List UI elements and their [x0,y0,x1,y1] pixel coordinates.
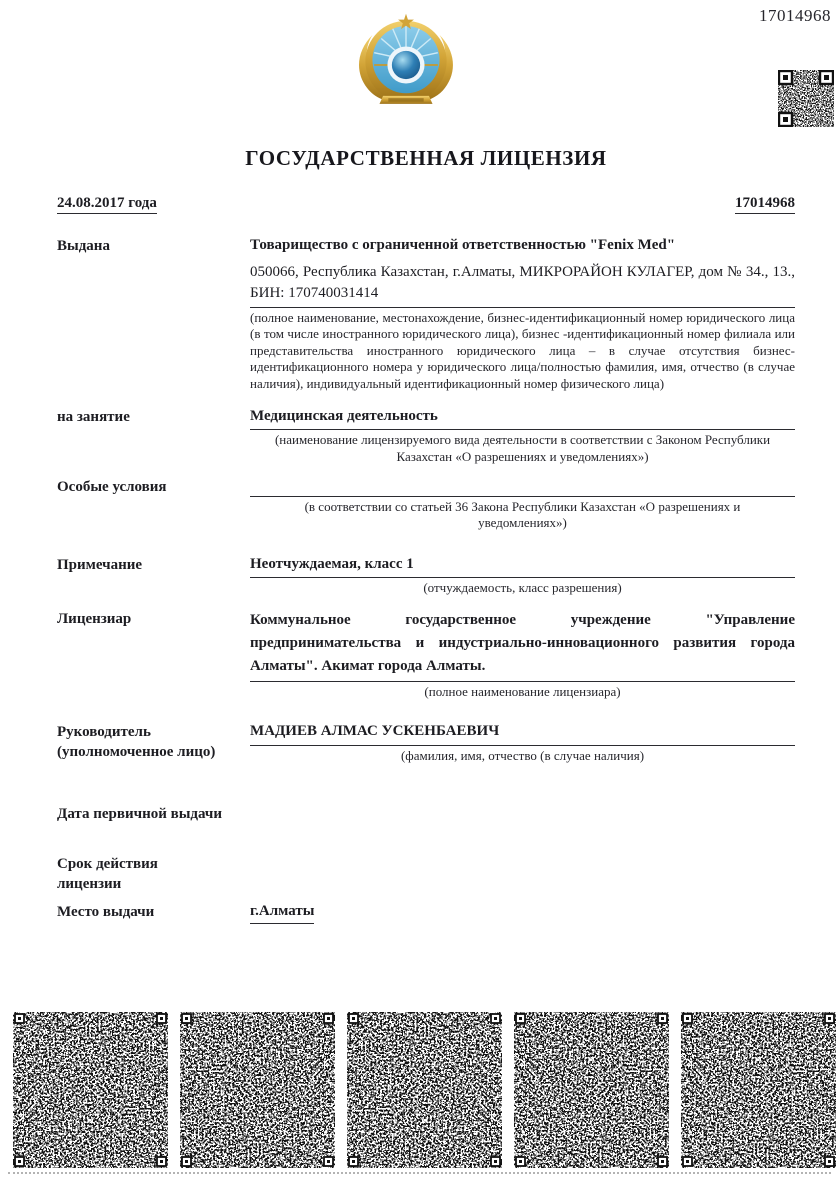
section-place [57,902,795,924]
field-rule [250,307,795,308]
special-label: Особые условия [57,478,167,495]
section-head [57,722,795,764]
activity-label: на занятие [57,408,130,425]
date-number-row [57,195,795,214]
first-issue-label: Дата первичной выдачи [57,805,223,822]
section-special-conditions [57,477,795,531]
section-licensor [57,609,795,701]
section-activity [57,407,795,465]
page-title: ГОСУДАРСТВЕННАЯ ЛИЦЕНЗИЯ [245,146,607,170]
data-matrix-stamp-icon [180,1012,335,1168]
head-caption: (фамилия, имя, отчество (в случае наличия) [400,747,645,763]
licensor-label: Лицензиар [57,610,132,627]
company-address: 050066, Республика Казахстан, г.Алматы, МИКРОРАЙОН КУЛАГЕР, дом № 34., 13., БИН: 170740031414 [250,263,795,301]
section-issued [57,236,795,392]
note-value: Неотчуждаемая, класс 1 [250,555,795,579]
special-caption: (в соответствии со статьей 36 Закона Республики Казахстан «О разрешениях и уведомлениях») [304,498,741,530]
note-caption: (отчуждаемость, класс разрешения) [423,580,622,596]
issued-label: Выдана [57,238,110,254]
place-value: г.Алматы [250,902,314,924]
data-matrix-stamp-icon [681,1012,836,1168]
data-matrix-stamp-icon [514,1012,669,1168]
section-first-issue-date [57,804,795,825]
company-name: Товарищество с ограниченной ответственностью "Fenix Med" [250,237,676,253]
security-stamp-row [13,1012,836,1168]
perforation-line [8,1172,831,1174]
document-number-top: 17014968 [759,6,831,25]
licensor-caption: (полное наименование лицензиара) [424,684,621,700]
licensor-value: Коммунальное государственное учреждение "Управление предпринимательства и индустриально-инновационного развития города Алматы". Акимат города Алматы. [250,609,795,683]
head-value: МАДИЕВ АЛМАС УСКЕНБАЕВИЧ [250,722,795,746]
activity-value: Медицинская деятельность [250,407,795,431]
activity-caption: (наименование лицензируемого вида деятельности в соответствии с Законом Республики Казахстан «О разрешениях и уведомлениях») [274,432,771,464]
section-validity [57,854,795,894]
license-number: 17014968 [735,195,795,214]
data-matrix-stamp-icon [347,1012,502,1168]
head-label: Руководитель (уполномоченное лицо) [57,724,216,760]
issue-date: 24.08.2017 года [57,195,157,214]
special-value [250,477,795,497]
validity-label: Срок действия лицензии [57,856,158,892]
note-label: Примечание [57,556,143,573]
section-note [57,555,795,597]
data-matrix-stamp-icon [13,1012,168,1168]
issued-caption: (полное наименование, местонахождение, бизнес-идентификационный номер юридического лица (в том числе иностранного юридического лица), бизнес -идентификационный номер филиала или представительства иностранного юридического лица – в случае отсутствия бизнес-идентификационного номера у юридического лица/полностью фамилия, имя, отчество (в случае наличия), индивидуальный идентификационный номер физического лица) [250,310,795,391]
place-label: Место выдачи [57,904,155,921]
